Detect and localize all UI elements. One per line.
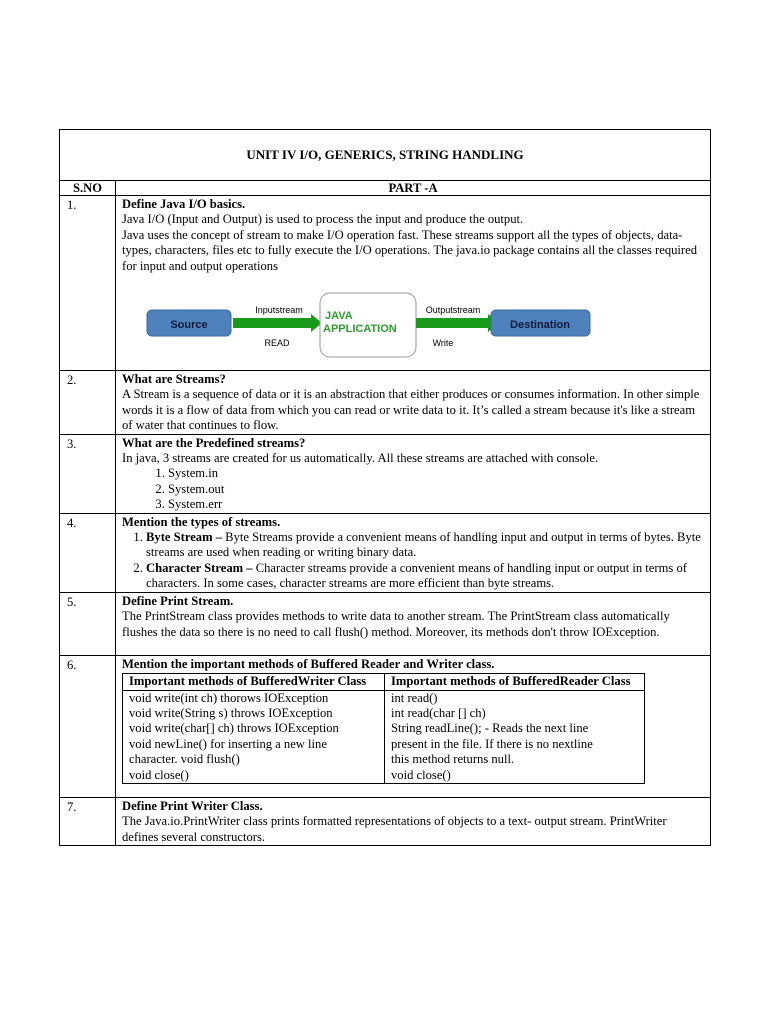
application-label: APPLICATION	[323, 323, 397, 336]
row-content	[116, 797, 711, 845]
input-arrow-shaft	[233, 318, 311, 328]
unit-title: UNIT IV I/O, GENERICS, STRING HANDLING	[60, 130, 711, 181]
method-line: void write(int ch) thorows IOException	[129, 690, 329, 705]
type-description: Byte Streams provide a convenient means of handling input and output in terms of bytes. Byte streams are used when reading or writing binary data.	[146, 530, 701, 560]
output-arrow-shaft	[416, 318, 488, 328]
list-item: 3. System.err	[168, 497, 704, 512]
row-number: 4.	[60, 513, 116, 592]
row-number: 5.	[60, 592, 116, 655]
io-stream-diagram	[146, 292, 592, 362]
methods-header-row	[123, 674, 645, 690]
row-content	[116, 196, 711, 371]
list-item	[146, 561, 704, 592]
row-number: 6.	[60, 655, 116, 797]
read-label: READ	[264, 338, 290, 349]
list-item: 2. System.out	[168, 482, 704, 497]
row-number: 7.	[60, 797, 116, 845]
methods-body-row	[123, 690, 645, 783]
table-row	[60, 592, 711, 655]
source-label: Source	[170, 319, 208, 332]
row-content	[116, 655, 711, 797]
method-line: int read()	[391, 690, 438, 705]
row-number: 1.	[60, 196, 116, 371]
type-term: Byte Stream –	[146, 530, 223, 545]
sno-header: S.NO	[60, 181, 116, 196]
question-title: Define Java I/O basics.	[122, 197, 246, 211]
method-line: void write(String s) throws IOException	[129, 705, 333, 720]
table-row	[60, 371, 711, 435]
answer-text: Java uses the concept of stream to make I/O operation fast. These streams support all the types of objects, data-types, characters, files etc to fully execute the I/O operations. The java.io package contains all the classes required for input and output operations	[122, 227, 698, 273]
type-term: Character Stream –	[146, 560, 253, 575]
question-title: Define Print Writer Class.	[122, 798, 263, 813]
inputstream-label: Inputstream	[255, 305, 303, 316]
question-table	[59, 129, 711, 846]
reader-methods-cell	[385, 690, 645, 783]
method-line: void close()	[129, 767, 189, 782]
method-line: void newLine() for inserting a new line	[129, 736, 327, 751]
reader-methods-header: Important methods of BufferedReader Class	[385, 674, 645, 690]
table-header-row	[60, 181, 711, 196]
row-content	[116, 513, 711, 592]
write-label: Write	[432, 338, 454, 349]
method-line: int read(char [] ch)	[391, 705, 486, 720]
table-row	[60, 513, 711, 592]
question-title: Define Print Stream.	[122, 593, 234, 608]
method-line: void close()	[391, 767, 451, 782]
java-label: JAVA	[325, 310, 353, 323]
method-line: void write(char[] ch) throws IOException	[129, 721, 339, 736]
row-content	[116, 371, 711, 435]
predefined-streams-list	[122, 466, 704, 512]
answer-text: A Stream is a sequence of data or it is an abstraction that either produces or consumes information. In other simple words it is a flow of data from which you can read or write data to it. It’s called a stream because it's like a stream of water that continues to flow.	[122, 387, 700, 433]
answer-text: The PrintStream class provides methods to write data to another stream. The PrintStream class automatically flushes the data so there is no need to call flush() method. Moreover, its methods don't throw IOException.	[122, 609, 670, 639]
answer-text: The Java.io.PrintWriter class prints formatted representations of objects to a text- output stream. PrintWriter defines several constructors.	[122, 814, 667, 844]
list-item: 1. System.in	[168, 466, 704, 481]
row-number: 2.	[60, 371, 116, 435]
question-title: Mention the important methods of Buffered Reader and Writer class.	[122, 656, 495, 671]
row-content	[116, 592, 711, 655]
row-number: 3.	[60, 434, 116, 513]
writer-methods-cell	[123, 690, 385, 783]
table-row	[60, 434, 711, 513]
method-line: this method returns null.	[391, 752, 515, 767]
method-line: String readLine(); - Reads the next line	[391, 721, 589, 736]
destination-label: Destination	[510, 319, 570, 332]
writer-methods-header: Important methods of BufferedWriter Class	[123, 674, 385, 690]
methods-table	[122, 673, 645, 784]
question-title: What are the Predefined streams?	[122, 435, 306, 450]
method-line: present in the file. If there is no nextline	[391, 736, 593, 751]
stream-types-list	[122, 530, 704, 592]
type-description: Character streams provide a convenient means of handling input or output in terms of characters. In some cases, character streams are more efficient than byte streams.	[146, 560, 687, 591]
outputstream-label: Outputstream	[425, 305, 481, 316]
question-title: What are Streams?	[122, 372, 226, 386]
method-line: character. void flush()	[129, 752, 240, 767]
list-item	[146, 530, 704, 561]
table-row	[60, 655, 711, 797]
row-content	[116, 434, 711, 513]
question-title: Mention the types of streams.	[122, 514, 281, 529]
table-row	[60, 196, 711, 371]
answer-text: Java I/O (Input and Output) is used to process the input and produce the output.	[122, 212, 524, 227]
answer-text: In java, 3 streams are created for us automatically. All these streams are attached with console.	[122, 451, 599, 466]
table-row	[60, 797, 711, 845]
part-header: PART -A	[116, 181, 711, 196]
